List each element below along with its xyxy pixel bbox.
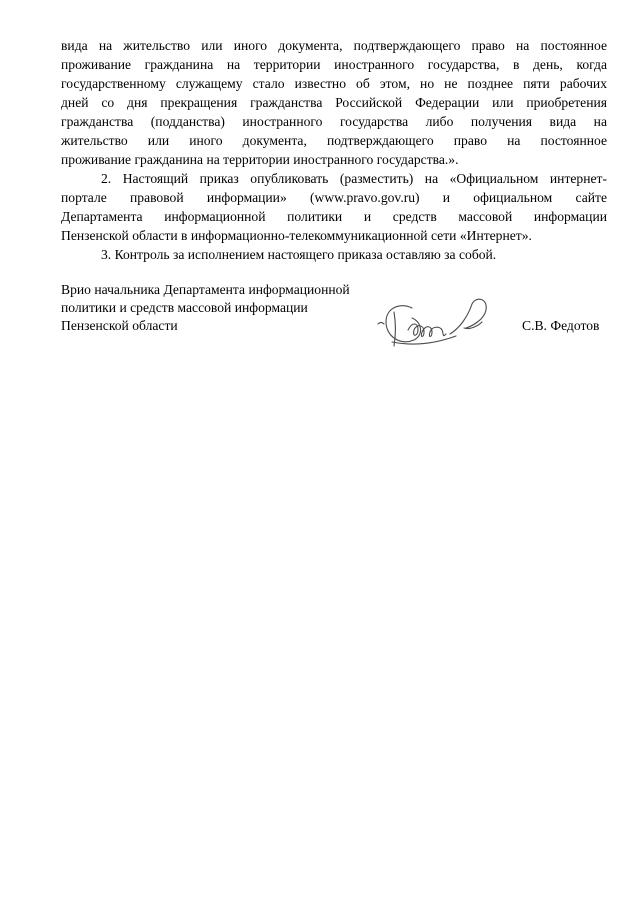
paragraph-line: жительство или иного документа, подтверждающего право на постоянное xyxy=(61,133,607,148)
signer-name: С.В. Федотов xyxy=(522,318,600,333)
paragraph-line: Пензенской области в информационно-телекоммуникационной сети «Интернет». xyxy=(61,228,532,243)
paragraph-line: государственному служащему стало известно об этом, но не позднее пяти рабочих xyxy=(61,76,607,91)
signer-position-line: Пензенской области xyxy=(61,318,178,333)
paragraph-line: портале правовой информации» (www.pravo.gov.ru) и официальном сайте xyxy=(61,190,607,205)
signer-position-line: Врио начальника Департамента информационной xyxy=(61,282,350,297)
paragraph-line: 3. Контроль за исполнением настоящего приказа оставляю за собой. xyxy=(101,247,497,262)
signer-position-line: политики и средств массовой информации xyxy=(61,300,308,315)
paragraph-line: гражданства (подданства) иностранного государства либо получения вида на xyxy=(61,114,607,129)
paragraph-line: проживание гражданина на территории иностранного государства.». xyxy=(61,152,459,167)
paragraph-line: дней со дня прекращения гражданства Российской Федерации или приобретения xyxy=(61,95,607,110)
paragraph-line: проживание гражданина на территории иностранного государства, в день, когда xyxy=(61,57,607,72)
handwritten-signature xyxy=(372,294,502,356)
paragraph-line: 2. Настоящий приказ опубликовать (разместить) на «Официальном интернет- xyxy=(101,171,607,186)
paragraph-line: Департамента информационной политики и средств массовой информации xyxy=(61,209,607,224)
paragraph-line: вида на жительство или иного документа, подтверждающего право на постоянное xyxy=(61,38,607,53)
